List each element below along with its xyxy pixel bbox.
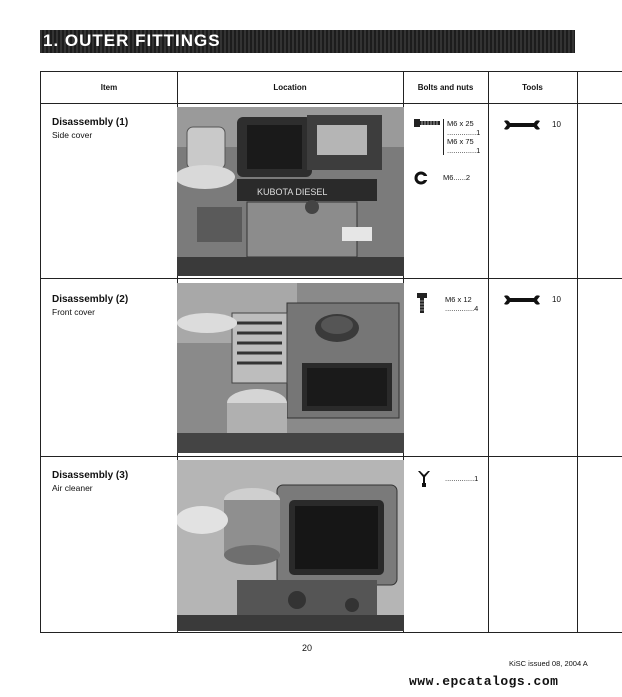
bolt-qty: ..............1: [447, 128, 481, 137]
bolt-spec-list: [443, 119, 480, 155]
short-bolt-icon: [417, 293, 427, 315]
bolt-qty: ..............4: [445, 304, 479, 313]
bolt-spec-list: [445, 295, 478, 313]
source-url: www.epcatalogs.com: [409, 674, 559, 689]
row-divider: [41, 456, 622, 457]
wing-nut-qty: ..............1: [445, 474, 479, 483]
c-nut-icon: [414, 171, 428, 187]
row1-item-subtitle: Side cover: [52, 130, 93, 140]
bolt-spec: M6 x 25: [447, 119, 474, 128]
row1-item-title: Disassembly (1): [52, 117, 129, 128]
bolt-qty: ..............1: [447, 146, 481, 155]
hex-bolt-icon: [414, 118, 440, 130]
row3-item-title: Disassembly (3): [52, 470, 129, 481]
row-divider: [41, 278, 622, 279]
wing-nut-icon: [418, 471, 430, 489]
column-header-location: Location: [273, 83, 307, 92]
column-divider: [488, 72, 489, 632]
wrench-icon: [502, 119, 542, 133]
tool-size: 10: [552, 120, 561, 129]
column-divider: [577, 72, 578, 632]
tool-size: 10: [552, 295, 561, 304]
row2-item-title: Disassembly (2): [52, 294, 129, 305]
column-header-item: Item: [100, 83, 118, 92]
issued-note: KiSC issued 08, 2004 A: [509, 659, 588, 668]
nut-spec: M6......2: [443, 173, 471, 182]
bolt-spec: M6 x 75: [447, 137, 474, 146]
bolt-spec: M6 x 12: [445, 295, 472, 304]
row-divider: [41, 103, 622, 104]
disassembly-table: [40, 71, 622, 633]
wrench-icon: [502, 294, 542, 308]
section-title-bar: [40, 30, 575, 53]
column-header-tools: Tools: [522, 83, 543, 92]
engine-side-cover-photo: [177, 107, 404, 276]
row3-item-subtitle: Air cleaner: [52, 483, 93, 493]
row2-item-subtitle: Front cover: [52, 307, 95, 317]
engine-air-cleaner-photo: [177, 460, 404, 631]
column-header-bolts-and-nuts: Bolts and nuts: [417, 83, 474, 92]
section-title: 1. OUTER FITTINGS: [43, 31, 221, 50]
svg-text:KUBOTA DIESEL: KUBOTA DIESEL: [257, 187, 328, 197]
engine-front-cover-photo: [177, 283, 404, 453]
page-number: 20: [302, 643, 313, 653]
